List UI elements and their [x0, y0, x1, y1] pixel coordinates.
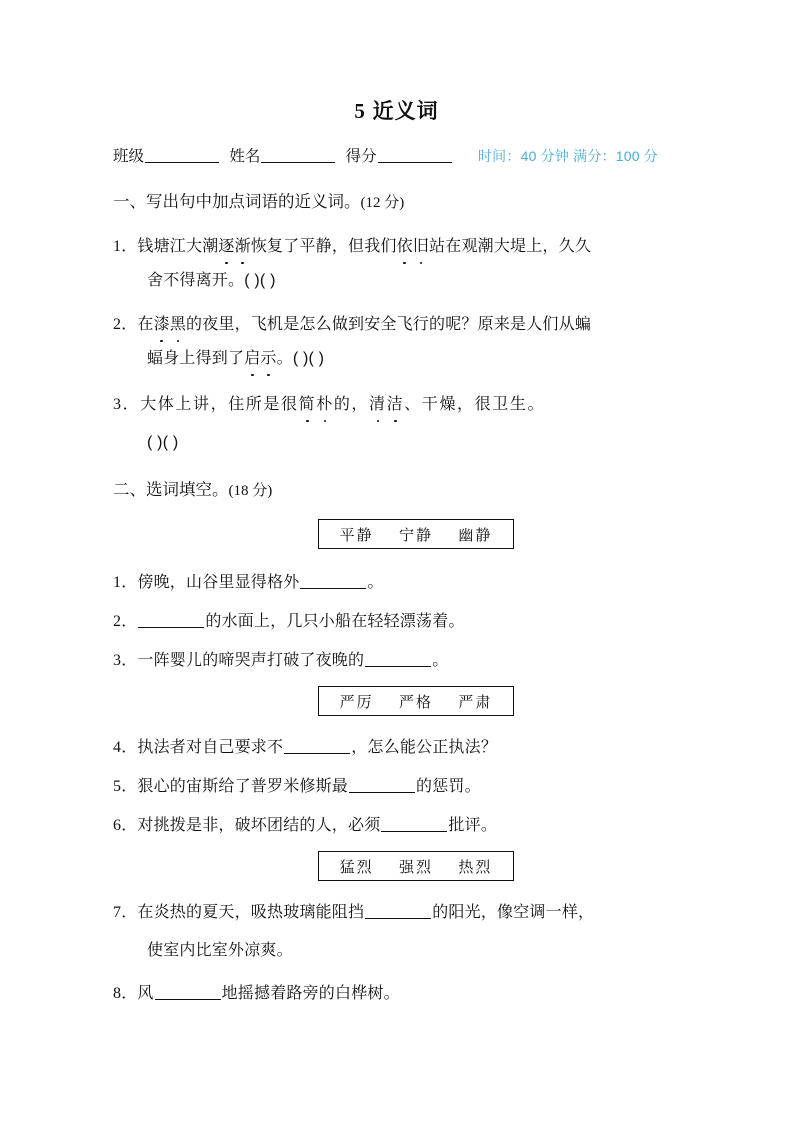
question-text: 风 [137, 985, 154, 1002]
question-text: 在 [137, 316, 154, 333]
question-text: 批评。 [448, 817, 498, 834]
word-bank-1 [318, 519, 514, 549]
section-2-question-7-line-2 [147, 938, 293, 964]
student-info-line [113, 145, 713, 168]
answer-parentheses[interactable]: ( )( ) [244, 272, 276, 289]
page-title-text: 近义词 [372, 100, 439, 123]
question-text: 的， [333, 396, 370, 413]
word-bank-3-word-1: 猛烈 [339, 859, 374, 876]
answer-blank[interactable] [349, 779, 415, 793]
answer-blank[interactable] [300, 575, 366, 589]
word-bank-3-word-3: 热烈 [458, 859, 493, 876]
answer-blank[interactable] [365, 653, 431, 667]
question-number: 3． [113, 652, 138, 669]
emphasis-word-2: 清洁 [369, 396, 404, 413]
question-number: 5． [113, 778, 138, 795]
question-text: 站在观潮大堤上，久久 [429, 238, 592, 255]
question-text: 的惩罚。 [416, 778, 481, 795]
question-text: 舍不得离开。 [147, 272, 245, 289]
question-text: 在炎热的夏天，吸热玻璃能阻挡 [137, 904, 365, 921]
page-title-number: 5 [354, 99, 366, 123]
section-1-question-2-line-1 [113, 312, 591, 338]
question-text: 的水面上，几只小船在轻轻漂荡着。 [205, 613, 465, 630]
emphasis-word-2: 启示 [244, 350, 276, 367]
question-number: 2． [113, 316, 138, 333]
question-text: 。 [432, 652, 449, 669]
section-2-question-6 [113, 813, 497, 839]
emphasis-word-1: 简朴 [299, 396, 334, 413]
question-text: 一阵婴儿的啼哭声打破了夜晚的 [137, 652, 365, 669]
section-1-question-2-line-2 [147, 346, 324, 372]
section-1-question-3-line-2 [147, 430, 178, 456]
section-2-heading [113, 478, 272, 503]
score-label: 得分 [345, 148, 377, 165]
section-1-heading-text: 一、写出句中加点词语的近义词。 [113, 193, 361, 211]
answer-blank[interactable] [138, 614, 204, 628]
question-number: 8． [113, 985, 138, 1002]
word-bank-3-word-2: 强烈 [398, 859, 433, 876]
answer-parentheses[interactable]: ( )( ) [292, 350, 325, 367]
section-2-question-3 [113, 648, 448, 674]
section-2-question-5 [113, 774, 481, 800]
question-number: 1． [113, 574, 138, 591]
name-blank[interactable] [261, 150, 335, 163]
word-bank-2-word-3: 严肃 [458, 694, 493, 711]
word-bank-1-word-3: 幽静 [458, 527, 493, 544]
section-2-heading-text: 二、选词填空。 [113, 481, 229, 499]
score-blank[interactable] [378, 150, 452, 163]
word-bank-1-word-1: 平静 [339, 527, 374, 544]
section-2-question-7-line-1 [113, 900, 594, 926]
question-number: 3． [113, 396, 141, 413]
name-label: 姓名 [229, 148, 261, 165]
question-number: 6． [113, 817, 138, 834]
question-text: 执法者对自己要求不 [137, 739, 284, 756]
question-text: 蝠身上得到了 [147, 350, 245, 367]
word-bank-3 [318, 851, 514, 881]
question-text: 钱塘江大潮 [137, 238, 219, 255]
question-text: 傍晚，山谷里显得格外 [137, 574, 300, 591]
exam-meta: 时间：40 分钟 满分：100 分 [477, 148, 658, 164]
class-label: 班级 [113, 148, 145, 165]
section-2-question-2 [113, 609, 465, 635]
section-1-points: (12 分) [360, 195, 405, 211]
question-text: 大体上讲，住所是很 [140, 396, 299, 413]
emphasis-word-2: 依旧 [397, 238, 429, 255]
answer-parentheses[interactable]: ( )( ) [147, 434, 179, 451]
emphasis-word-1: 逐渐 [218, 238, 250, 255]
question-text: ，怎么能公正执法？ [351, 739, 498, 756]
section-2-points: (18 分) [228, 483, 273, 499]
answer-blank[interactable] [284, 740, 350, 754]
section-1-question-1-line-2 [147, 268, 276, 294]
section-2-question-8 [113, 981, 400, 1007]
word-bank-1-word-2: 宁静 [398, 527, 433, 544]
word-bank-2 [318, 686, 514, 716]
question-text: 的阳光，像空调一样， [432, 904, 595, 921]
class-blank[interactable] [145, 150, 219, 163]
section-1-question-1-line-1 [113, 234, 591, 260]
page-title [0, 101, 793, 122]
question-text: 地摇撼着路旁的白桦树。 [221, 985, 400, 1002]
question-text: 的夜里，飞机是怎么做到安全飞行的呢？原来是人们从蝙 [186, 316, 592, 333]
question-text: 对挑拨是非，破坏团结的人，必须 [137, 817, 381, 834]
answer-blank[interactable] [381, 818, 447, 832]
section-2-question-4 [113, 735, 497, 761]
emphasis-word-1: 漆黑 [154, 316, 186, 333]
question-text: 、干燥，很卫生。 [404, 396, 546, 413]
section-1-question-3-line-1 [113, 392, 545, 418]
section-2-question-1 [113, 570, 384, 596]
question-number: 7． [113, 904, 138, 921]
question-text: 使室内比室外凉爽。 [147, 942, 293, 959]
question-text: 恢复了平静，但我们 [250, 238, 397, 255]
section-1-heading [113, 190, 404, 215]
question-number: 4． [113, 739, 138, 756]
answer-blank[interactable] [365, 905, 431, 919]
question-text: 。 [367, 574, 384, 591]
word-bank-2-word-1: 严厉 [339, 694, 374, 711]
question-number: 1． [113, 238, 138, 255]
answer-blank[interactable] [155, 986, 221, 1000]
question-number: 2． [113, 613, 138, 630]
question-text: 。 [276, 350, 293, 367]
question-text: 狠心的宙斯给了普罗米修斯最 [137, 778, 349, 795]
word-bank-2-word-2: 严格 [398, 694, 433, 711]
